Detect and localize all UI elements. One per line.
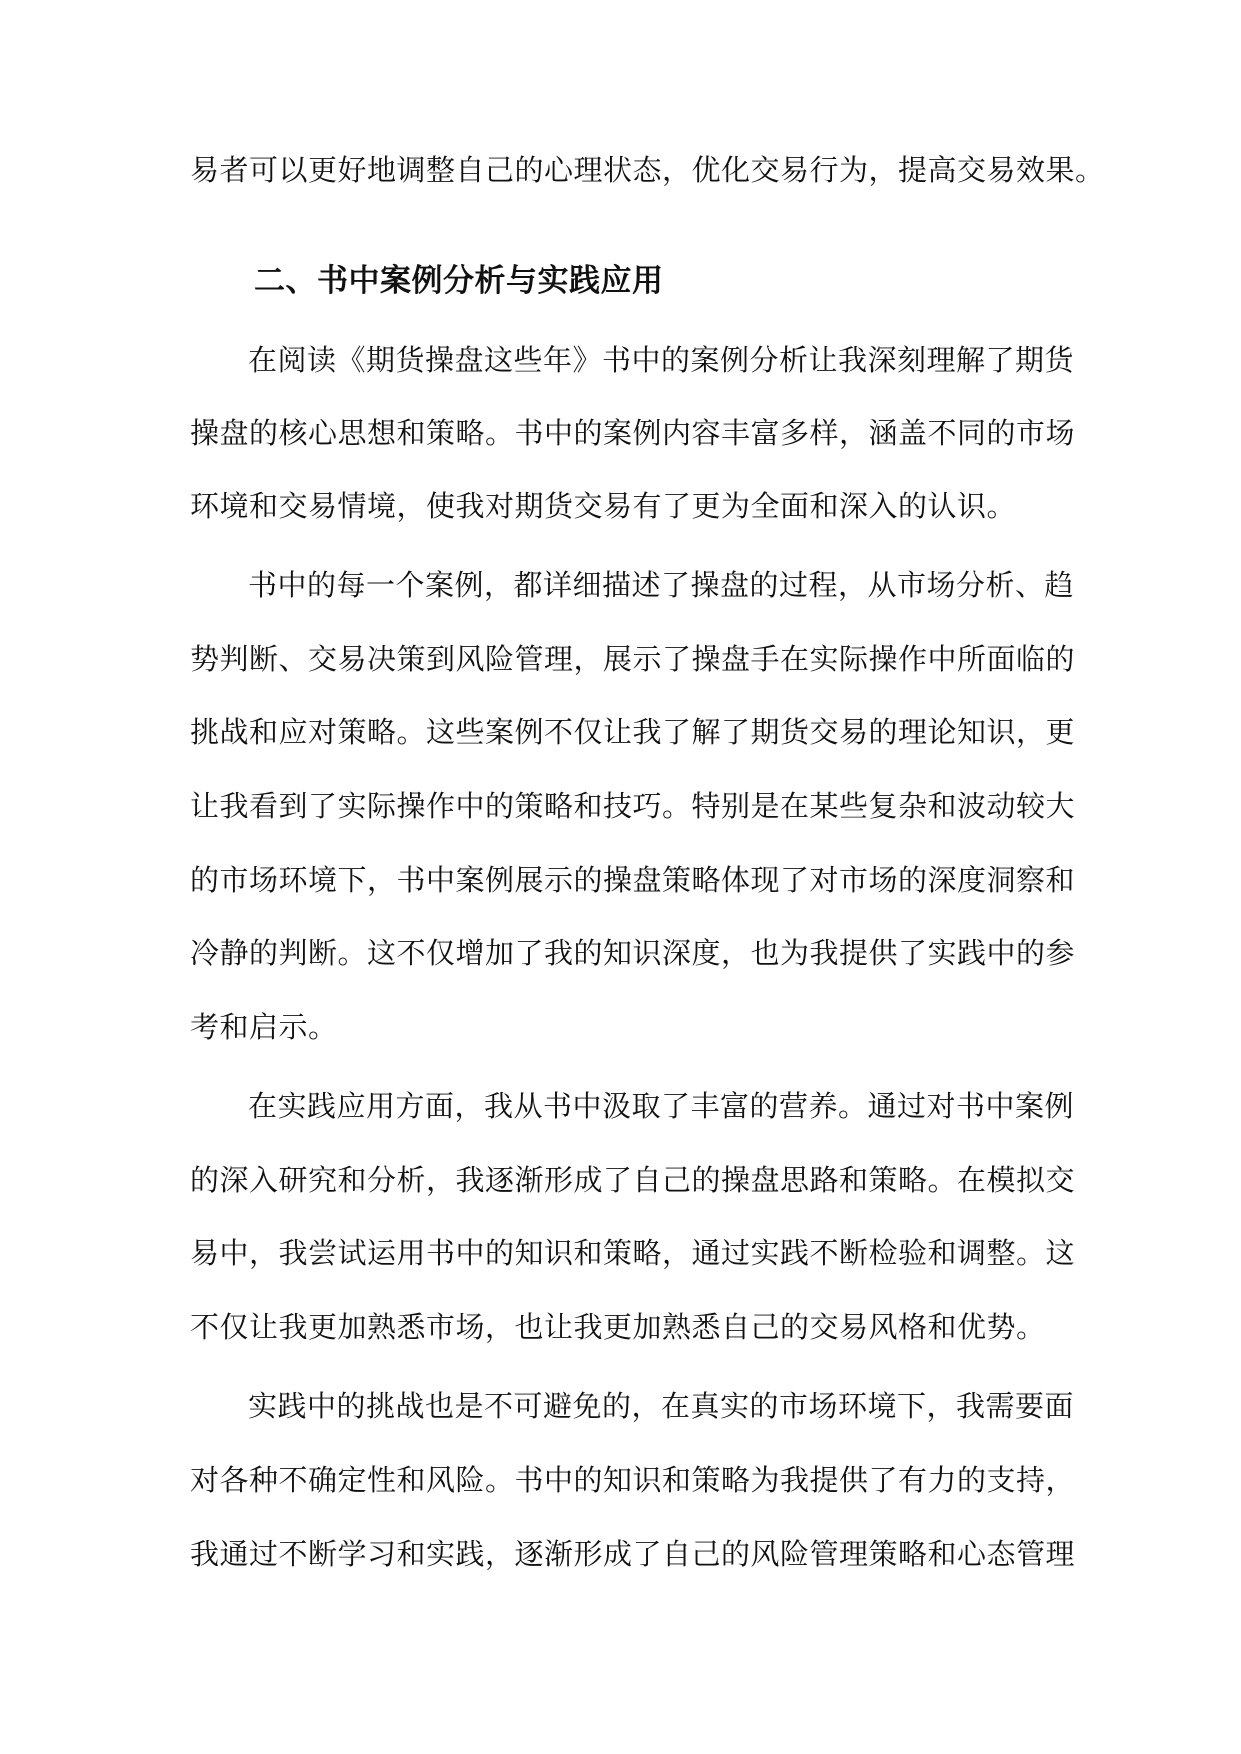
paragraph-3-line-2: 的深入研究和分析，我逐渐形成了自己的操盘思路和策略。在模拟交 [190, 1163, 1076, 1197]
paragraph-1-line-1: 在阅读《期货操盘这些年》书中的案例分析让我深刻理解了期货 [248, 343, 1075, 377]
paragraph-2-line-2: 势判断、交易决策到风险管理，展示了操盘手在实际操作中所面临的 [190, 642, 1076, 676]
section-heading: 二、书中案例分析与实践应用 [254, 263, 664, 299]
paragraph-3-line-4: 不仅让我更加熟悉市场，也让我更加熟悉自己的交易风格和优势。 [190, 1310, 1046, 1344]
paragraph-2-line-5: 的市场环境下，书中案例展示的操盘策略体现了对市场的深度洞察和 [190, 863, 1076, 897]
paragraph-2-line-1: 书中的每一个案例，都详细描述了操盘的过程，从市场分析、趋 [248, 568, 1075, 602]
paragraph-2-line-7: 考和启示。 [190, 1010, 338, 1044]
paragraph-2-line-6: 冷静的判断。这不仅增加了我的知识深度，也为我提供了实践中的参 [190, 936, 1076, 970]
paragraph-4-line-2: 对各种不确定性和风险。书中的知识和策略为我提供了有力的支持， [190, 1463, 1076, 1497]
paragraph-1-line-3: 环境和交易情境，使我对期货交易有了更为全面和深入的认识。 [190, 489, 1017, 523]
paragraph-4-line-3: 我通过不断学习和实践，逐渐形成了自己的风险管理策略和心态管理 [190, 1537, 1076, 1571]
continuation-line: 易者可以更好地调整自己的心理状态，优化交易行为，提高交易效果。 [190, 153, 1105, 187]
paragraph-3-line-3: 易中，我尝试运用书中的知识和策略，通过实践不断检验和调整。这 [190, 1236, 1076, 1270]
paragraph-3-line-1: 在实践应用方面，我从书中汲取了丰富的营养。通过对书中案例 [248, 1089, 1075, 1123]
paragraph-4-line-1: 实践中的挑战也是不可避免的，在真实的市场环境下，我需要面 [248, 1389, 1075, 1423]
paragraph-2-line-4: 让我看到了实际操作中的策略和技巧。特别是在某些复杂和波动较大 [190, 789, 1076, 823]
paragraph-2-line-3: 挑战和应对策略。这些案例不仅让我了解了期货交易的理论知识，更 [190, 715, 1076, 749]
paragraph-1-line-2: 操盘的核心思想和策略。书中的案例内容丰富多样，涵盖不同的市场 [190, 416, 1076, 450]
